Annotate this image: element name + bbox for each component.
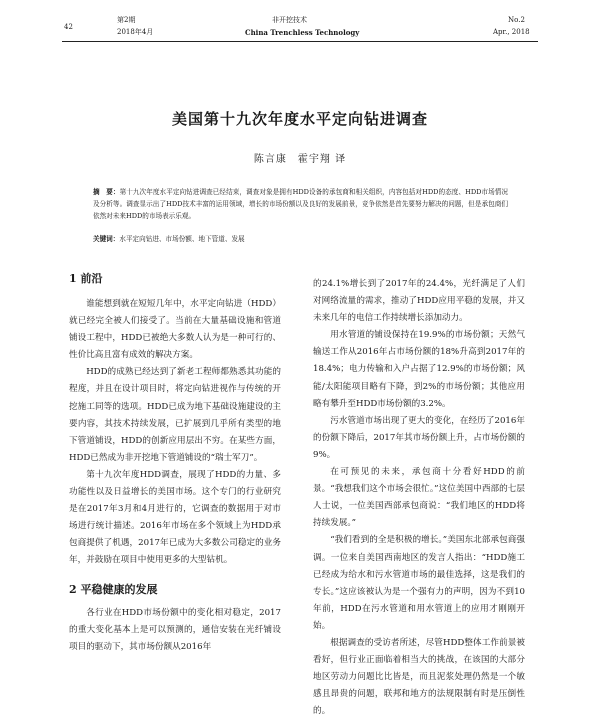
paragraph-intro-1: 谁能想到就在短短几年中，水平定向钻进（HDD）就已经完全被人们接受了。当前在大量基础设施和管道铺设工程中，HDD已被绝大多数人认为是一种可行的、性价比高且富有成效的解决方案。 [69,299,281,361]
header-issue-en: No.2 [508,16,525,24]
paragraph-growth-1-cont: 的24.1%增长到了2017年的24.4%，光纤满足了人们对网络流量的需求，推动了HDD应用平稳的发展，并又未来几年的电信工作持续增长添加动力。 [313,279,525,324]
keywords [93,233,508,245]
header-issue-cn: 第2期 [117,16,136,24]
abstract [93,186,508,222]
article-authors: 陈言康 霍宇翔 译 [253,154,347,165]
section-heading-2: 2 平稳健康的发展 [69,582,158,596]
section-heading-1: 1 前沿 [69,272,103,285]
header-date-en: Apr., 2018 [493,28,530,36]
paragraph-growth-5: “我们看到的全是积极的增长。”美国东北部承包商强调。一位来自美国西南地区的发言人指出：“HDD施工已经成为给水和污水管道市场的最佳选择，这是我们的专长。”这应该被认为是一个强有力的声明，因为不到10年前，HDD在污水管道和用水管道上的应用才刚刚开始。 [313,535,525,631]
left-column [69,272,281,656]
header-date-cn: 2018年4月 [117,28,154,36]
paragraph-growth-2: 用水管道的铺设保持在19.9%的市场份额；天然气输送工作从2016年占市场份额的18%升高到2017年的18.4%；电力传输和入户占据了12.9%的市场份额；风能/太阳能项目略有下降，到2%的市场份额；其他应用略有攀升至HDD市场份额的3.2%。 [313,330,525,409]
paragraph-growth-6: 根据调查的受访者所述，尽管HDD整体工作前景被看好，但行业正面临着相当大的挑战，在该国的大部分地区劳动力问题比比皆是，而且泥浆处理仍然是一个敏感且昂贵的问题，联邦和地方的法规限制有时是压倒性的。 [313,637,525,717]
keywords-text: 水平定向钻进、市场份额、地下管道、发展 [119,235,245,243]
paragraph-growth-1: 各行业在HDD市场份额中的变化相对稳定，2017的重大变化基本上是可以预测的，通信安装在光纤铺设项目的驱动下，其市场份额从2016年 [69,607,281,652]
right-column [313,276,525,720]
header-journal-en: China Trenchless Technology [245,28,360,37]
header-page-number: 42 [64,23,73,31]
header-rule [62,41,538,42]
paragraph-intro-3: 第十九次年度HDD调查，展现了HDD的力量、多功能性以及日益增长的美国市场。这个专门的行业研究是在2017年3月和4月进行的，它调查的数据用于对市场进行统计描述。2016年市场在多个领域上为HDD承包商提供了机遇，2017年已成为大多数公司稳定的业务年，并鼓励在项目中使用更多的大型钻机。 [69,469,281,566]
keywords-label: 关键词： [93,235,120,243]
abstract-label: 摘 要： [93,188,120,196]
abstract-text: 第十九次年度水平定向钻进调查已经结束，调查对象是拥有HDD设备的承包商和相关组织，内容包括对HDD的态度、HDD市场情况及分析等。调查显示出了HDD技术丰富的运用领域，增长的市场份额以及良好的发展前景，竞争依然是首先要努力解决的问题，但是承包商们依然对未来HDD的市场表示乐观。 [93,188,509,220]
paragraph-growth-3: 污水管道市场出现了更大的变化，在经历了2016年的份额下降后，2017年其市场份额上升，占市场份额的9%。 [313,415,525,460]
article-title: 美国第十九次年度水平定向钻进调查 [171,110,428,128]
paragraph-intro-2: HDD的成熟已经达到了新老工程师都熟悉其功能的程度，并且在设计项目时，将定向钻进视作与传统的开挖施工同等的选项。HDD已成为地下基础设施建设的主要内容，其技术持续发展，已扩展到几乎所有类型的地下管道铺设，HDD的创新应用层出不穷。在某些方面，HDD已然成为非开挖地下管道铺设的“瑞士军刀”。 [69,367,281,463]
paragraph-growth-4: 在可预见的未来，承包商十分看好HDD的前景。“我想我们这个市场会很忙。”这位美国中西部的七层人士说，一位美国西部承包商说：“我们地区的HDD将持续发展。” [313,467,525,529]
header-journal-cn: 非开挖技术 [272,16,307,24]
